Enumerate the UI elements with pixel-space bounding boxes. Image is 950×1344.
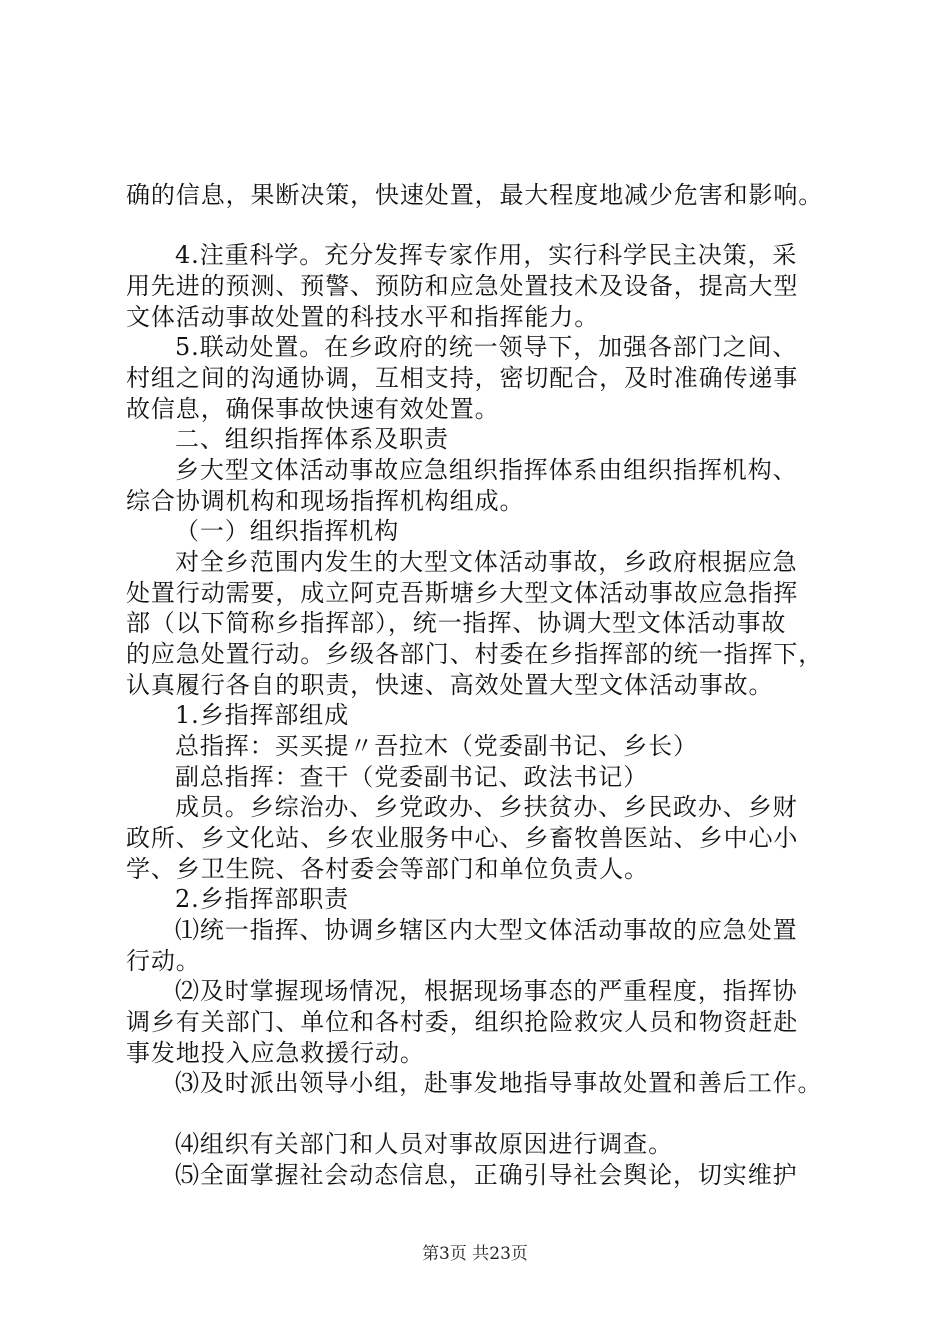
- text-line: ⑷组织有关部门和人员对事故原因进行调查。: [175, 1130, 673, 1158]
- subsection-heading: （一）组织指挥机构: [175, 517, 400, 545]
- text-line: 政所、乡文化站、乡农业服务中心、乡畜牧兽医站、乡中心小: [126, 824, 799, 852]
- text-line: 行动。: [126, 947, 201, 975]
- text-line: 4.注重科学。充分发挥专家作用，实行科学民主决策，采: [175, 241, 798, 269]
- text-line: 村组之间的沟通协调，互相支持，密切配合，及时准确传递事: [126, 364, 799, 392]
- text-line: 副总指挥：查干（党委副书记、政法书记）: [175, 763, 649, 791]
- text-line: ⑵及时掌握现场情况，根据现场事态的严重程度，指挥协: [175, 977, 798, 1005]
- text-line: 事发地投入应急救援行动。: [126, 1039, 425, 1067]
- text-line: 用先进的预测、预警、预防和应急处置技术及设备，提高大型: [126, 272, 799, 300]
- text-line: 确的信息，果断决策，快速处置，最大程度地减少危害和影响。: [126, 181, 824, 209]
- text-line: 乡大型文体活动事故应急组织指挥体系由组织指挥机构、: [175, 456, 798, 484]
- text-line: 成员。乡综治办、乡党政办、乡扶贫办、乡民政办、乡财: [175, 793, 798, 821]
- text-line: 的应急处置行动。乡级各部门、村委在乡指挥部的统一指挥下，: [126, 640, 824, 668]
- text-line: ⑶及时派出领导小组，赴事发地指导事故处置和善后工作。: [175, 1069, 823, 1097]
- text-line: 总指挥：买买提〃吾拉木（党委副书记、乡长）: [175, 732, 698, 760]
- text-line: ⑸全面掌握社会动态信息，正确引导社会舆论，切实维护: [175, 1161, 798, 1189]
- text-line: 5.联动处置。在乡政府的统一领导下，加强各部门之间、: [175, 333, 798, 361]
- item-heading: 2.乡指挥部职责: [175, 885, 350, 913]
- text-line: 故信息，确保事故快速有效处置。: [126, 395, 500, 423]
- text-line: ⑴统一指挥、协调乡辖区内大型文体活动事故的应急处置: [175, 916, 798, 944]
- text-line: 综合协调机构和现场指挥机构组成。: [126, 487, 525, 515]
- text-line: 认真履行各自的职责，快速、高效处置大型文体活动事故。: [126, 671, 774, 699]
- text-line: 文体活动事故处置的科技水平和指挥能力。: [126, 303, 600, 331]
- item-heading: 1.乡指挥部组成: [175, 701, 350, 729]
- text-line: 学、乡卫生院、各村委会等部门和单位负责人。: [126, 855, 649, 883]
- text-line: 对全乡范围内发生的大型文体活动事故，乡政府根据应急: [175, 548, 798, 576]
- text-line: 处置行动需要，成立阿克吾斯塘乡大型文体活动事故应急指挥: [126, 579, 799, 607]
- section-heading: 二、组织指挥体系及职责: [175, 425, 449, 453]
- text-line: 部（以下简称乡指挥部），统一指挥、协调大型文体活动事故: [126, 609, 787, 637]
- text-line: 调乡有关部门、单位和各村委，组织抢险救灾人员和物资赶赴: [126, 1008, 799, 1036]
- page-number-footer: 第3页 共23页: [422, 1244, 528, 1264]
